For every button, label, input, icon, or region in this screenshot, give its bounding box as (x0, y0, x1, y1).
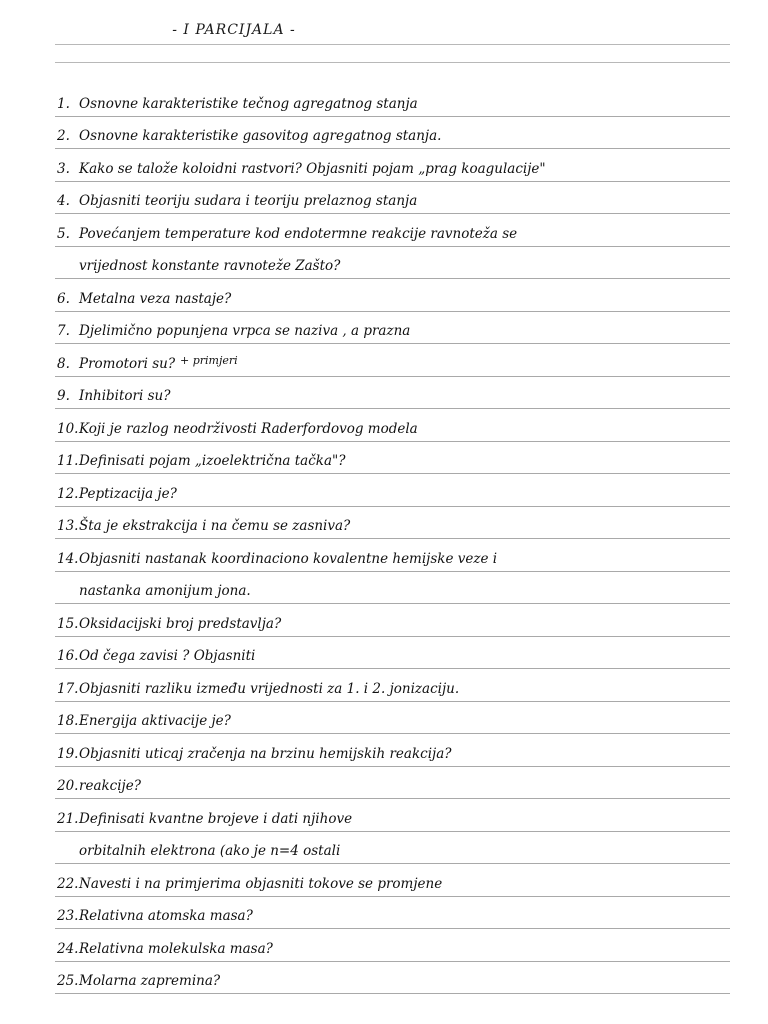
question-text: Relativna molekulska masa? (79, 940, 273, 957)
question-list (0, 84, 768, 994)
question-line (55, 474, 730, 507)
question-text: nastanka amonijum jona. (79, 583, 251, 599)
question-line (55, 377, 730, 410)
question-text: Djelimično popunjena vrpca se naziva , a prazna (79, 323, 411, 339)
question-text: Molarna zapremina? (79, 973, 221, 989)
question-text: Oksidacijski broj predstavlja? (79, 615, 282, 632)
question-line (55, 117, 730, 150)
question-text: Šta je ekstrakcija i na čemu se zasniva? (79, 518, 351, 534)
question-line (55, 247, 730, 280)
question-line (55, 214, 730, 247)
question-number: 25. (57, 973, 79, 989)
question-number: 2. (57, 128, 70, 144)
question-line (55, 702, 730, 735)
question-text: Objasniti uticaj zračenja na brzinu hemijskih reakcija? (79, 745, 452, 762)
question-number: 10. (57, 420, 79, 437)
question-text: orbitalnih elektrona (ako je n=4 ostali (79, 843, 341, 859)
question-text: reakcije? (79, 778, 141, 794)
question-line (55, 149, 730, 182)
question-number: 8. (57, 355, 70, 372)
question-line (55, 897, 730, 930)
margin-note: + primjeri (180, 354, 238, 367)
question-number: 16. (57, 648, 79, 664)
question-text: Koji je razlog neodrživosti Raderfordovog modela (79, 420, 418, 437)
question-number: 3. (57, 160, 70, 177)
question-number: 11. (57, 453, 79, 469)
question-text: Definisati kvantne brojeve i dati njihove (79, 810, 353, 827)
question-line (55, 669, 730, 702)
question-line (55, 84, 730, 117)
question-line (55, 637, 730, 670)
question-line (55, 312, 730, 345)
question-text: Povećanjem temperature kod endotermne reakcije ravnoteža se (79, 225, 518, 242)
question-text: Definisati pojam „izoelektrična tačka"? (79, 453, 346, 469)
question-line (55, 799, 730, 832)
question-number: 13. (57, 518, 79, 534)
question-number: 23. (57, 908, 79, 924)
question-number: 6. (57, 290, 70, 307)
question-line (55, 604, 730, 637)
question-line (55, 962, 730, 995)
question-number: 1. (57, 95, 70, 112)
question-text: Kako se talože koloidni rastvori? Objasniti pojam „prag koagulacije" (79, 160, 546, 177)
question-number: 18. (57, 713, 79, 729)
question-number: 22. (57, 875, 79, 892)
question-number: 12. (57, 485, 79, 502)
question-text: Navesti i na primjerima objasniti tokove se promjene (79, 875, 443, 892)
question-number: 21. (57, 810, 79, 827)
question-line (55, 507, 730, 540)
question-text: Metalna veza nastaje? (79, 290, 232, 307)
question-number: 9. (57, 388, 70, 404)
question-number: 24. (57, 940, 79, 957)
question-text: Inhibitori su? (79, 388, 171, 404)
question-text: Od čega zavisi ? Objasniti (79, 648, 256, 664)
question-number: 20. (57, 778, 79, 794)
page-title: - I PARCIJALA - (172, 22, 296, 38)
question-line (55, 409, 730, 442)
question-line (55, 442, 730, 475)
ruled-line (55, 44, 730, 45)
question-text: Peptizacija je? (79, 485, 177, 502)
question-line (55, 572, 730, 605)
question-text: vrijednost konstante ravnoteže Zašto? (79, 258, 341, 274)
question-text: Promotori su? (79, 355, 176, 372)
question-line (55, 182, 730, 215)
question-text: Osnovne karakteristike tečnog agregatnog stanja (79, 95, 418, 112)
question-number: 15. (57, 615, 79, 632)
question-line (55, 929, 730, 962)
question-line (55, 539, 730, 572)
question-number: 19. (57, 745, 79, 762)
question-line (55, 864, 730, 897)
question-text: Osnovne karakteristike gasovitog agregatnog stanja. (79, 128, 442, 144)
question-number: 4. (57, 193, 70, 209)
question-text: Objasniti teoriju sudara i teoriju prelaznog stanja (79, 193, 418, 209)
question-text: Relativna atomska masa? (79, 908, 253, 924)
question-line (55, 279, 730, 312)
question-number: 7. (57, 323, 70, 339)
question-number: 14. (57, 550, 79, 567)
question-line (55, 344, 730, 377)
question-line (55, 767, 730, 800)
question-text: Energija aktivacije je? (79, 713, 231, 729)
question-line (55, 734, 730, 767)
question-number: 5. (57, 225, 70, 242)
question-text: Objasniti nastanak koordinaciono kovalentne hemijske veze i (79, 550, 498, 567)
question-number: 17. (57, 680, 79, 697)
ruled-line (55, 62, 730, 63)
question-text: Objasniti razliku između vrijednosti za 1. i 2. jonizaciju. (79, 680, 460, 697)
question-line (55, 832, 730, 865)
